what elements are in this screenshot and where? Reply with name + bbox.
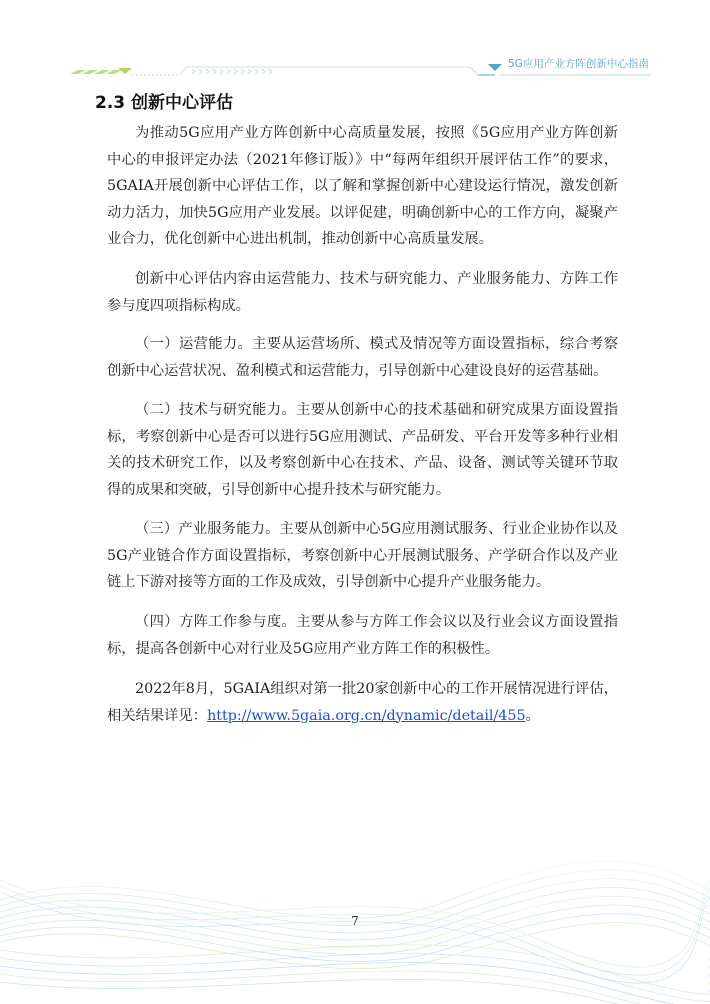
evaluation-text-end: 。 bbox=[525, 707, 540, 724]
paragraph-indicators: 创新中心评估内容由运营能力、技术与研究能力、产业服务能力、方阵工作参与度四项指标构成。 bbox=[107, 271, 618, 314]
section-title: 2.3 创新中心评估 bbox=[95, 93, 234, 113]
paragraph-evaluation-result bbox=[107, 676, 618, 729]
paragraph-technology: （二）技术与研究能力。主要从创新中心的技术基础和研究成果方面设置指标，考察创新中心是否可以进行5G应用测试、产品研发、平台开发等多种行业相关的技术研究工作，以及考察创新中心在技术、产品、设备、测试等关键环节取得的成果和突破，引导创新中心提升技术与研究能力。 bbox=[107, 402, 618, 498]
paragraph-industry-service: （三）产业服务能力。主要从创新中心5G应用测试服务、行业企业协作以及5G产业链合作方面设置指标，考察创新中心开展测试服务、产学研合作以及产业链上下游对接等方面的工作及成效，引导创新中心提升产业服务能力。 bbox=[107, 521, 618, 591]
page-number: 7 bbox=[351, 914, 359, 928]
paragraph-operation: （一）运营能力。主要从运营场所、模式及情况等方面设置指标，综合考察创新中心运营状况、盈利模式和运营能力，引导创新中心建设良好的运营基础。 bbox=[107, 336, 618, 379]
paragraph-participation: （四）方阵工作参与度。主要从参与方阵工作会议以及行业会议方面设置指标，提高各创新中心对行业及5G应用产业方阵工作的积极性。 bbox=[107, 614, 618, 657]
guide-title: 5G应用产业方阵创新中心指南 bbox=[508, 58, 649, 70]
paragraph-purpose: 为推动5G应用产业方阵创新中心高质量发展，按照《5G应用产业方阵创新中心的申报评定办法（2021年修订版）》中“每两年组织开展评估工作”的要求，5GAIA开展创新中心评估工作，以了解和掌握创新中心建设运行情况，激发创新动力活力，加快5G应用产业发展。以评促建，明确创新中心的工作方向，凝聚产业合力，优化创新中心进出机制，推动创新中心高质量发展。 bbox=[107, 125, 618, 248]
page-header bbox=[0, 0, 710, 90]
result-link[interactable]: http://www.5gaia.org.cn/dynamic/detail/455 bbox=[207, 707, 526, 724]
evaluation-text: 2022年8月，5GAIA组织对第一批20家创新中心的工作开展情况进行评估，相关结果详见： bbox=[107, 681, 618, 724]
header-decoration bbox=[0, 0, 710, 90]
